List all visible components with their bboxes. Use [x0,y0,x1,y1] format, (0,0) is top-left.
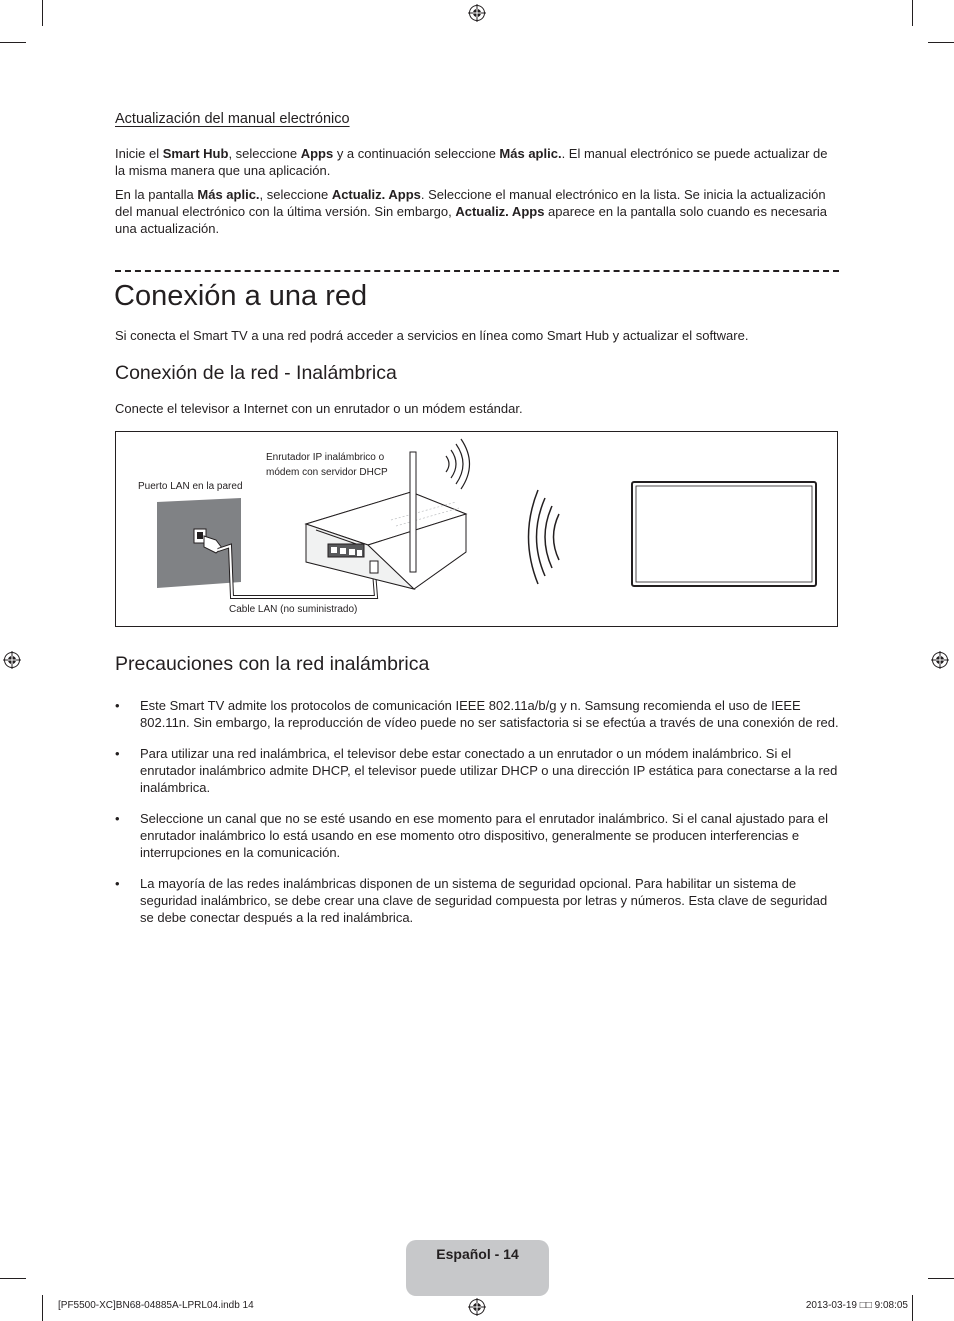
crop-mark [912,0,913,26]
registration-mark-icon [931,651,949,669]
text-run: . El manual electrónico se puede actualizar de la misma manera que una aplicación. [115,146,828,178]
list-item: • Para utilizar una red inalámbrica, el televisor debe estar conectado a un enrutador o un módem inalámbrico. Si el enrutador inalámbrico admite DHCP, el televisor puede utilizar DHCP o una dirección IP estática para conectarse a la red inalámbrica. [115,746,838,795]
list-item: • Este Smart TV admite los protocolos de comunicación IEEE 802.11a/b/g y n. Samsung recomienda el uso de IEEE 802.11n. Sin embargo, la reproducción de vídeo puede no ser satisfactoria si se efectúa a través de una conexión de red. [115,698,839,730]
footer-timestamp: 2013-03-19 □□ 9:08:05 [805,1300,908,1311]
wireless-intro: Conecte el televisor a Internet con un enrutador o un módem estándar. [115,401,523,416]
registration-mark-icon [468,4,486,22]
crop-mark [928,42,954,43]
tv-icon [632,482,816,586]
cable-label: Cable LAN (no suministrado) [229,604,358,615]
bold-term: Más aplic. [197,187,260,202]
bold-term: Actualiz. Apps [331,187,421,202]
bullet: • [115,876,120,891]
update-section-title: Actualización del manual electrónico [115,111,350,127]
update-paragraph-2 [115,186,840,237]
list-item: • Seleccione un canal que no se esté usando en ese momento para el enrutador inalámbrico. Si el canal ajustado para el enrutador inalámbrico lo está usando en ese momento otro dispositivo, generalmente se producen interferencias e interrupciones en la comunicación. [115,811,828,860]
network-intro: Si conecta el Smart TV a una red podrá acceder a servicios en línea como Smart Hub y actualizar el software. [115,328,749,343]
crop-mark [928,1278,954,1279]
section-divider [115,270,839,272]
crop-mark [42,1295,43,1321]
text-run: En la pantalla [115,187,198,202]
text-run: Inicie el [115,146,163,161]
registration-mark-icon [3,651,21,669]
registration-mark-icon [468,1298,486,1316]
bold-term: Más aplic. [499,146,562,161]
list-item: • La mayoría de las redes inalámbricas disponen de un sistema de seguridad opcional. Para habilitar un sistema de seguridad inalámbrico, se debe crear una clave de seguridad compuesta por letras y números. Esta clave de seguridad se debe conectar después a la red inalámbrica. [115,876,828,925]
bullet: • [115,698,120,713]
text-run: , seleccione [259,187,332,202]
text-run: , seleccione [228,146,301,161]
router-label-line-2: módem con servidor DHCP [266,467,388,478]
bullet: • [115,746,120,761]
network-diagram [115,431,838,627]
router-label-line-1: Enrutador IP inalámbrico o [266,452,385,463]
wireless-signal-icon [529,490,560,584]
signal-icon [446,439,470,489]
precautions-list [115,697,840,940]
bullet: • [115,811,120,826]
page-title: Conexión a una red [114,280,368,312]
footer-file-info: [PF5500-XC]BN68-04885A-LPRL04.indb 14 [58,1300,254,1311]
antenna-icon [410,452,416,572]
crop-mark [0,42,26,43]
precautions-title: Precauciones con la red inalámbrica [115,653,430,675]
crop-mark [912,1295,913,1321]
diagram-illustration [116,432,837,626]
crop-mark [42,0,43,26]
router-icon [306,492,466,589]
update-paragraph-1 [115,145,840,179]
bold-term: Actualiz. Apps [455,204,545,219]
wall-port-label: Puerto LAN en la pared [138,481,243,492]
bold-term: Smart Hub [162,146,229,161]
text-run: y a continuación seleccione [333,146,500,161]
crop-mark [0,1278,26,1279]
page-number: Español - 14 [436,1246,519,1262]
text-run: . Seleccione el manual electrónico en la lista. Se inicia la actualización del manual electrónico con la última versión. Sin embargo, [115,187,826,219]
bold-term: Apps [300,146,334,161]
wireless-section-title: Conexión de la red - Inalámbrica [115,362,397,384]
text-run: aparece en la pantalla solo cuando es necesaria una actualización. [115,204,828,236]
